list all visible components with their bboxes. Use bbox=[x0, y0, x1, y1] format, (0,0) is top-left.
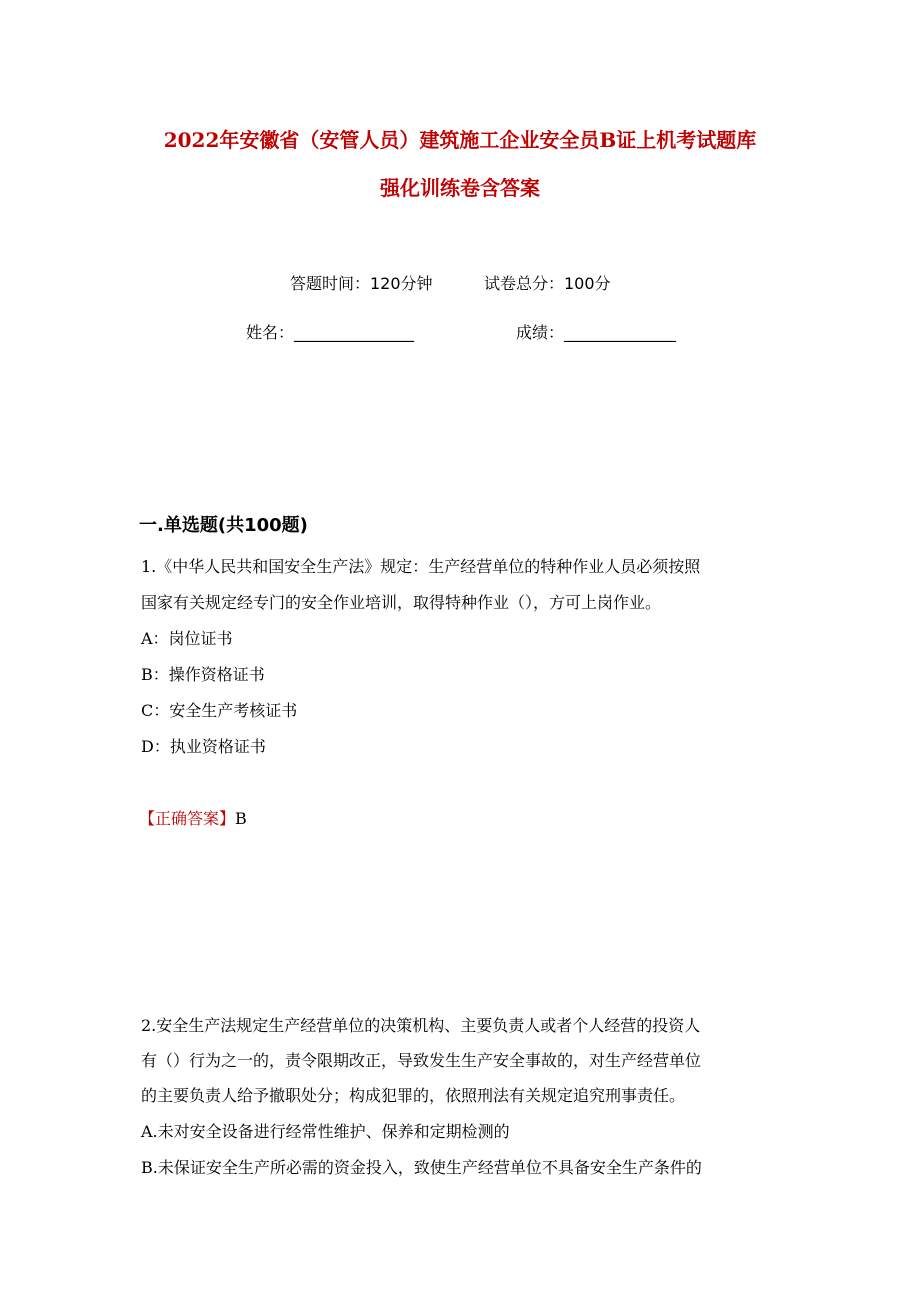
question-2-line-1: 2.安全生产法规定生产经营单位的决策机构、主要负责人或者个人经营的投资人 bbox=[141, 1016, 701, 1035]
title-line-1: 2022年安徽省（安管人员）建筑施工企业安全员B证上机考试题库 bbox=[163, 128, 757, 152]
question-1-option-b: B：操作资格证书 bbox=[141, 665, 265, 684]
question-1-line-1: 1.《中华人民共和国安全生产法》规定：生产经营单位的特种作业人员必须按照 bbox=[141, 557, 701, 576]
question-2-option-a: A.未对安全设备进行经常性维护、保养和定期检测的 bbox=[141, 1122, 510, 1141]
total-score: 试卷总分：100分 bbox=[484, 274, 611, 293]
grade-field: 成绩：______________ bbox=[516, 323, 677, 342]
name-field: 姓名：_______________ bbox=[246, 323, 415, 342]
question-2-line-2: 有（）行为之一的，责令限期改正，导致发生生产安全事故的，对生产经营单位 bbox=[141, 1051, 702, 1070]
title-line-2: 强化训练卷含答案 bbox=[380, 176, 540, 200]
answer-value: B bbox=[235, 809, 247, 828]
question-2-option-b: B.未保证安全生产所必需的资金投入，致使生产经营单位不具备安全生产条件的 bbox=[141, 1158, 702, 1177]
section-heading: 一.单选题(共100题) bbox=[139, 515, 308, 536]
question-1-option-d: D：执业资格证书 bbox=[141, 737, 266, 756]
question-1-line-2: 国家有关规定经专门的安全作业培训，取得特种作业（），方可上岗作业。 bbox=[141, 593, 662, 612]
question-1-option-a: A：岗位证书 bbox=[141, 629, 233, 648]
question-2-line-3: 的主要负责人给予撤职处分；构成犯罪的，依照刑法有关规定追究刑事责任。 bbox=[141, 1086, 686, 1105]
answer-label: 【正确答案】 bbox=[139, 809, 236, 828]
question-1-answer bbox=[139, 806, 247, 829]
question-1-option-c: C：安全生产考核证书 bbox=[141, 701, 298, 720]
exam-time: 答题时间：120分钟 bbox=[290, 274, 433, 293]
